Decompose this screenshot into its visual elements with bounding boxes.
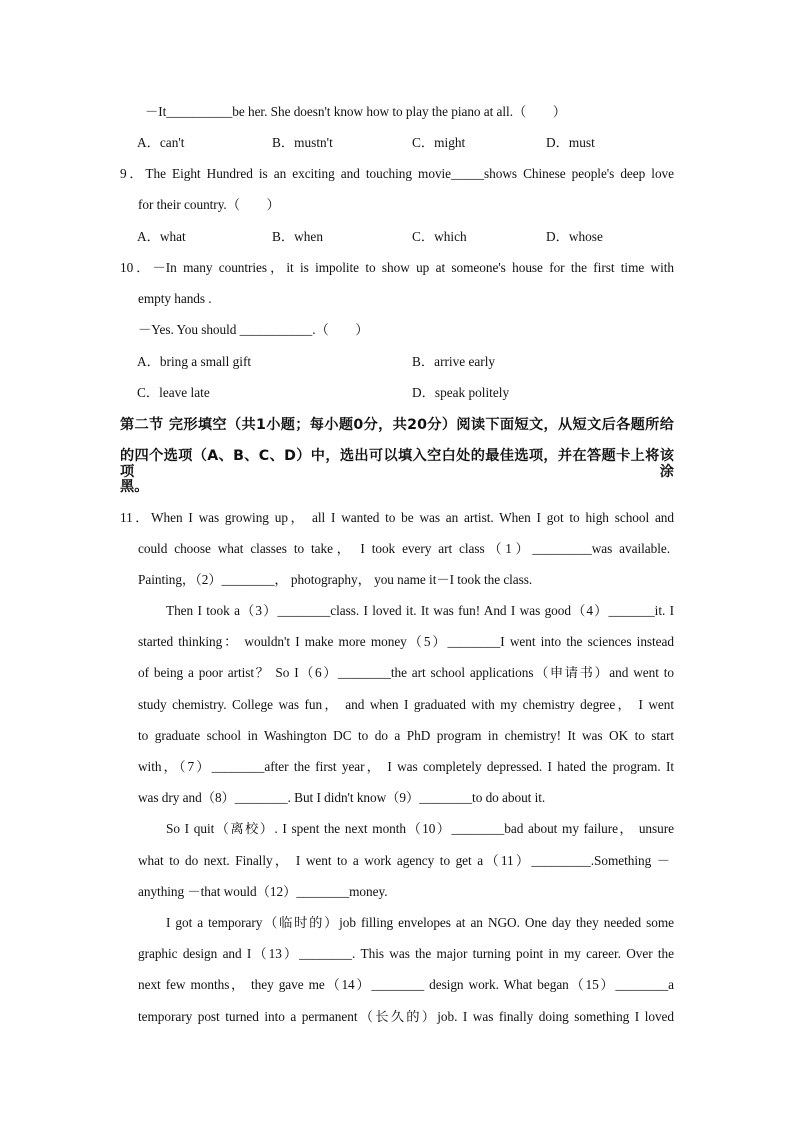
q11-line: with，（7）________after the first year， I was completely depressed. I hated the program. It — [138, 759, 674, 774]
q11-line: was dry and（8）________. But I didn't know（9）________to do about it. — [138, 790, 546, 805]
q8-option-d[interactable]: D．must — [546, 135, 595, 150]
q9-stem-line1: 9．The Eight Hundred is an exciting and touching movie_____shows Chinese people's deep love — [120, 166, 674, 181]
q11-line: So I quit（离校）. I spent the next month（10）________bad about my failure， unsure — [166, 821, 674, 836]
q10-stem-line3: －Yes. You should ___________.（ ） — [138, 322, 369, 337]
q11-line: could choose what classes to take， I took every art class（1）_________was available. — [138, 541, 670, 556]
q9-option-b[interactable]: B．when — [272, 229, 323, 244]
q11-line: temporary post turned into a permanent（长久的）job. I was finally doing something I loved — [138, 1009, 674, 1024]
q8-option-c[interactable]: C．might — [412, 135, 466, 150]
q10-stem-line1: 10．－In many countries，it is impolite to show up at someone's house for the first time with — [120, 260, 674, 275]
q10-stem-line2: empty hands . — [138, 291, 212, 306]
q8-stem: －It__________be her. She doesn't know how to play the piano at all.（ ） — [145, 104, 566, 119]
q9-option-d[interactable]: D．whose — [546, 229, 603, 244]
q8-option-b[interactable]: B．mustn't — [272, 135, 333, 150]
q11-line: study chemistry. College was fun， and when I graduated with my chemistry degree， I went — [138, 697, 674, 712]
q11-line: anything －that would（12）________money. — [138, 884, 388, 899]
q11-line: of being a poor artist？ So I（6）________the art school applications（申请书）and went to — [138, 665, 674, 680]
section2-heading-line1: 第二节 完形填空（共1小题；每小题0分，共20分）阅读下面短文，从短文后各题所给 — [120, 417, 674, 433]
q10-option-b[interactable]: B．arrive early — [412, 354, 496, 369]
q11-line: I got a temporary（临时的）job filling envelopes at an NGO. One day they needed some — [166, 915, 674, 930]
section2-heading-line3: 黑。 — [120, 479, 149, 495]
q11-line: Then I took a（3）________class. I loved it. It was fun! And I was good（4）_______it. I — [166, 603, 674, 618]
q11-line: next few months， they gave me（14）________ design work. What began（15）________a — [138, 977, 674, 992]
q10-option-c[interactable]: C．leave late — [137, 385, 210, 400]
q8-option-a[interactable]: A．can't — [137, 135, 185, 150]
q9-option-a[interactable]: A．what — [137, 229, 186, 244]
q11-line: started thinking： wouldn't I make more money（5）________I went into the sciences instead — [138, 634, 674, 649]
q11-line: Painting，（2）________， photography， you name it－I took the class. — [138, 572, 533, 587]
q10-option-d[interactable]: D．speak politely — [412, 385, 510, 400]
q11-line: to graduate school in Washington DC to do a PhD program in chemistry! It was OK to start — [138, 728, 674, 743]
q11-line: 11．When I was growing up， all I wanted to be was an artist. When I got to high school and — [120, 510, 674, 525]
q11-line: graphic design and I（13）________. This was the major turning point in my career. Over the — [138, 946, 674, 961]
q10-option-a[interactable]: A．bring a small gift — [137, 354, 252, 369]
q9-stem-line2: for their country.（ ） — [138, 197, 280, 212]
q9-option-c[interactable]: C．which — [412, 229, 467, 244]
section2-heading-line2: 的四个选项（A、B、C、D）中，选出可以填入空白处的最佳选项，并在答题卡上将该项涂 — [120, 448, 674, 480]
q11-line: what to do next. Finally， I went to a work agency to get a（11）_________.Something － — [138, 853, 670, 868]
